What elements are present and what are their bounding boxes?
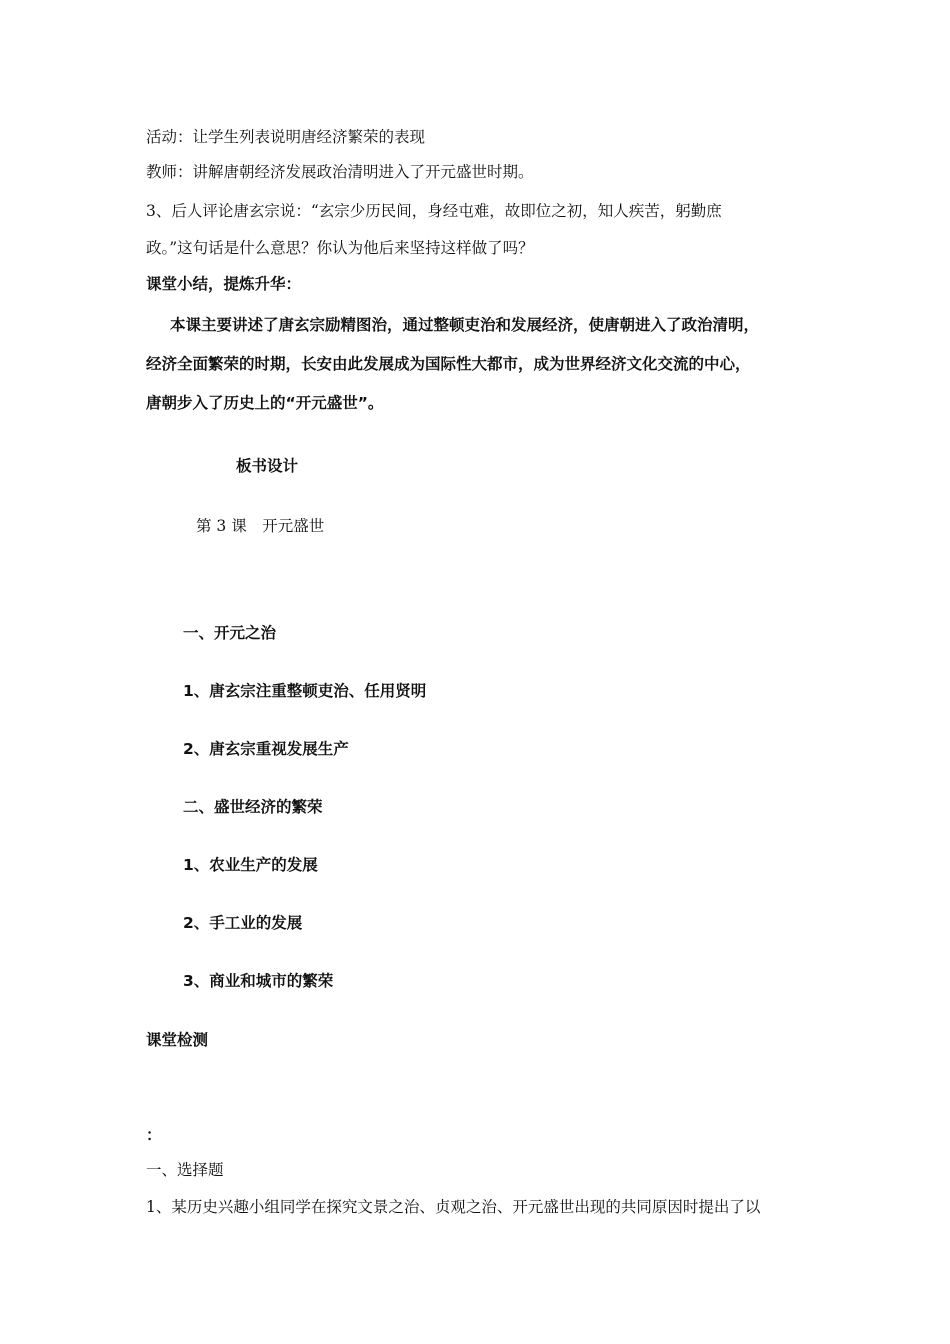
outline-item: 1、唐玄宗注重整顿吏治、任用贤明 <box>183 682 427 700</box>
outline-item: 1、农业生产的发展 <box>183 856 318 874</box>
class-check-heading: 课堂检测 <box>146 1031 209 1049</box>
choice-section-heading: 一、选择题 <box>146 1161 224 1179</box>
summary-line: 本课主要讲述了唐玄宗励精图治，通过整顿吏治和发展经济，使唐朝进入了政治清明， <box>170 316 760 334</box>
outline-item: 一、开元之治 <box>183 624 277 642</box>
summary-line: 经济全面繁荣的时期，长安由此发展成为国际性大都市，成为世界经济文化交流的中心， <box>146 355 751 373</box>
board-design-title: 板书设计 <box>236 457 299 475</box>
question-3-line-2: 政。”这句话是什么意思？你认为他后来坚持这样做了吗？ <box>146 239 534 257</box>
question-3-line-1: 3、后人评论唐玄宗说：“玄宗少历民间，身经屯难，故即位之初，知人疾苦，躬勤庶 <box>146 202 722 220</box>
summary-heading: 课堂小结，提炼升华： <box>146 275 302 293</box>
outline-item: 二、盛世经济的繁荣 <box>183 798 323 816</box>
summary-line: 唐朝步入了历史上的“开元盛世”。 <box>146 394 384 412</box>
choice-question-1: 1、某历史兴趣小组同学在探究文景之治、贞观之治、开元盛世出现的共同原因时提出了以 <box>146 1198 761 1216</box>
lesson-title: 第 3 课 开元盛世 <box>196 517 325 535</box>
activity-text: 活动：让学生列表说明唐经济繁荣的表现 <box>146 128 426 146</box>
colon-mark: ： <box>146 1126 162 1144</box>
outline-item: 2、手工业的发展 <box>183 914 303 932</box>
teacher-text: 教师：讲解唐朝经济发展政治清明进入了开元盛世时期。 <box>146 163 534 181</box>
outline-item: 3、商业和城市的繁荣 <box>183 972 334 990</box>
outline-item: 2、唐玄宗重视发展生产 <box>183 740 349 758</box>
